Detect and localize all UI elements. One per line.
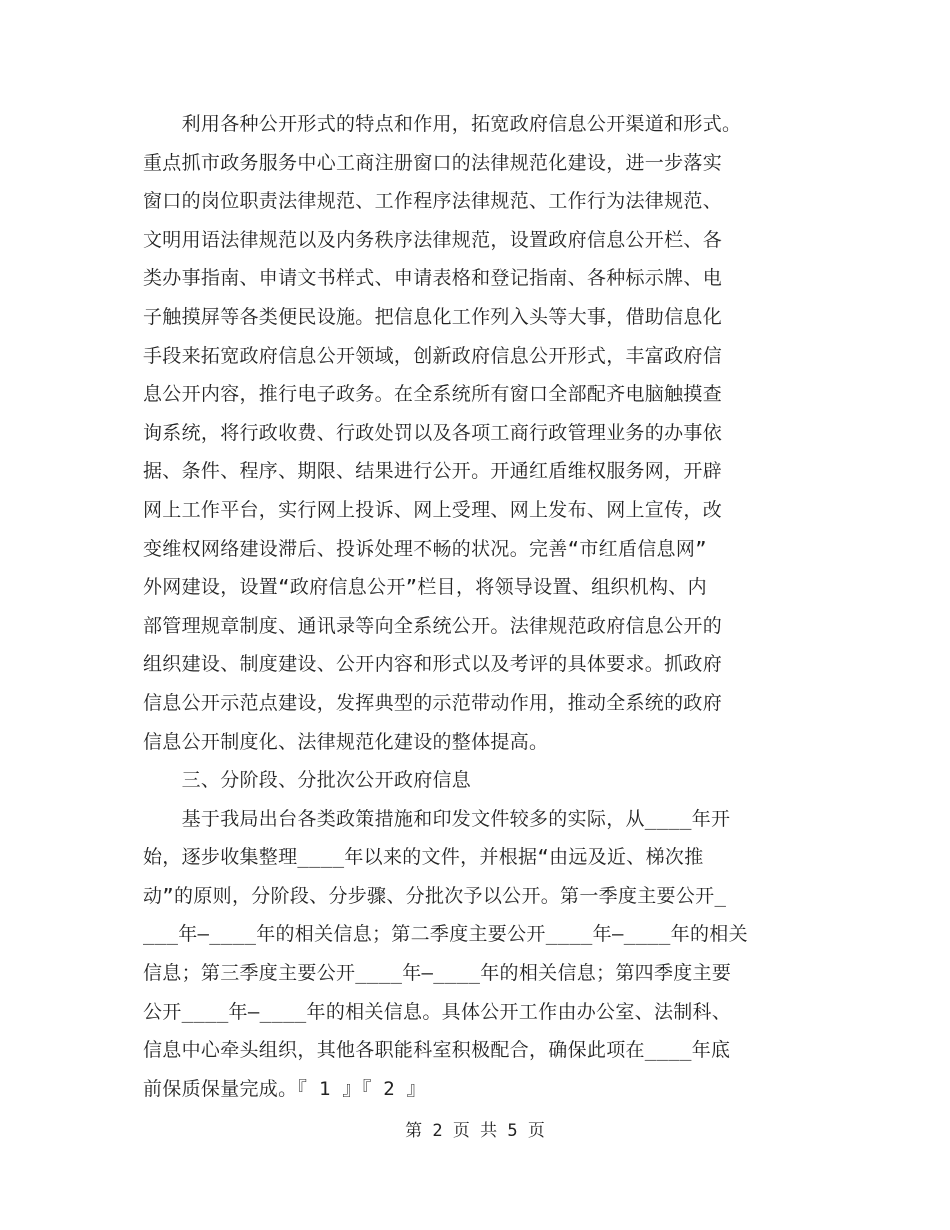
text-line: 息公开内容，推行电子政务。在全系统所有窗口全部配齐电脑触摸查 bbox=[143, 383, 723, 406]
text-line: 文明用语法律规范以及内务秩序法律规范，设置政府信息公开栏、各 bbox=[143, 228, 723, 251]
text-line: 公开____年—____年的相关信息。具体公开工作由办公室、法制科、 bbox=[143, 1000, 732, 1023]
text-line: 子触摸屏等各类便民设施。把信息化工作列入头等大事，借助信息化 bbox=[143, 305, 723, 328]
section-heading: 三、分阶段、分批次公开政府信息 bbox=[143, 769, 472, 792]
document-body bbox=[143, 105, 823, 1108]
text-line: 基于我局出台各类政策措施和印发文件较多的实际，从____年开 bbox=[143, 807, 731, 830]
text-line: 变维权网络建设滞后、投诉处理不畅的状况。完善“市红盾信息网” bbox=[143, 537, 707, 560]
page-footer bbox=[0, 1116, 950, 1141]
text-line: 信息公开示范点建设，发挥典型的示范带动作用，推动全系统的政府 bbox=[143, 691, 723, 714]
text-line: 类办事指南、申请文书样式、申请表格和登记指南、各种标示牌、电 bbox=[143, 267, 723, 290]
text-line: 外网建设，设置“政府信息公开”栏目，将领导设置、组织机构、内 bbox=[143, 576, 707, 599]
text-line: 利用各种公开形式的特点和作用，拓宽政府信息公开渠道和形式。 bbox=[143, 113, 742, 135]
text-line: 网上工作平台，实行网上投诉、网上受理、网上发布、网上宣传，改 bbox=[143, 498, 723, 521]
text-line: 据、条件、程序、期限、结果进行公开。开通红盾维权服务网，开辟 bbox=[143, 460, 723, 483]
page-number-label: 第 2 页 共 5 页 bbox=[405, 1121, 545, 1141]
text-line: 始，逐步收集整理____年以来的文件，并根据“由远及近、梯次推 bbox=[143, 846, 704, 869]
text-line: 询系统，将行政收费、行政处罚以及各项工商行政管理业务的办事依 bbox=[143, 421, 723, 444]
text-line: 组织建设、制度建设、公开内容和形式以及考评的具体要求。抓政府 bbox=[143, 653, 723, 676]
text-line: 信息中心牵头组织，其他各职能科室积极配合，确保此项在____年底 bbox=[143, 1039, 731, 1062]
text-line: 信息；第三季度主要公开____年—____年的相关信息；第四季度主要 bbox=[143, 962, 732, 985]
text-line: 前保质保量完成。『 1 』『 2 』 bbox=[143, 1077, 427, 1100]
text-line: 窗口的岗位职责法律规范、工作程序法律规范、工作行为法律规范、 bbox=[143, 190, 723, 213]
text-line: ___年—____年的相关信息；第二季度主要公开____年—____年的相关 bbox=[143, 923, 748, 946]
text-line: 动”的原则，分阶段、分步骤、分批次予以公开。第一季度主要公开_ bbox=[143, 884, 727, 907]
text-line: 重点抓市政务服务中心工商注册窗口的法律规范化建设，进一步落实 bbox=[143, 151, 723, 174]
text-line: 信息公开制度化、法律规范化建设的整体提高。 bbox=[143, 730, 549, 753]
text-line: 手段来拓宽政府信息公开领域，创新政府信息公开形式，丰富政府信 bbox=[143, 344, 723, 367]
text-line: 部管理规章制度、通讯录等向全系统公开。法律规范政府信息公开的 bbox=[143, 614, 723, 637]
